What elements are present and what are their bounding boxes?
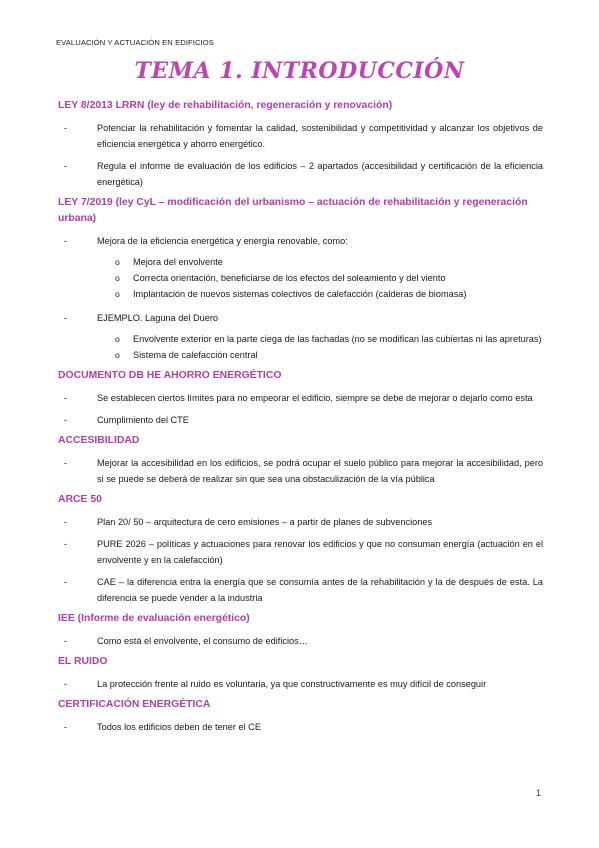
sub-list-item: o Correcta orientación, beneficiarse de los efectos del soleamiento y del viento [58,270,543,286]
list-item: - CAE – la diferencia entra la energía que se consumía antes de la rehabilitación y la de después de esta. La diferencia se puede vender a la industria [58,574,543,606]
sub-list-item: o Implantación de nuevos sistemas colectivos de calefacción (calderas de biomasa) [58,286,543,302]
list-item: - Potenciar la rehabilitación y fomentar la calidad, sostenibilidad y competitividad y alcanzar los objetivos de eficiencia energética y ahorro energético. [58,120,543,152]
dash-bullet: - [64,236,68,246]
circle-bullet: o [115,289,120,299]
section-heading-ley-8-2013: LEY 8/2013 LRRN (ley de rehabilitación, regeneración y renovación) [58,100,393,111]
dash-bullet: - [64,458,68,468]
list-item: - Plan 20/ 50 – arquitectura de cero emisiones – a partir de planes de subvenciones [58,514,543,530]
dash-bullet: - [64,679,68,689]
section-heading-el-ruido: EL RUIDO [58,656,108,667]
running-header: EVALUACIÓN Y ACTUACIÓN EN EDIFICIOS [56,38,214,47]
circle-bullet: o [115,273,120,283]
list-item: - Se establecen ciertos límites para no empeorar el edificio, siempre se debe de mejorar o dejarlo como esta [58,390,543,406]
dash-bullet: - [64,636,68,646]
dash-bullet: - [64,415,68,425]
list-item: - EJEMPLO. Laguna del Duero [58,310,543,326]
dash-bullet: - [64,313,68,323]
list-item: - Regula el informe de evaluación de los edificios – 2 apartados (accesibilidad y certificación de la eficiencia energética) [58,158,543,190]
list-item: - Como está el envolvente, el consumo de edificios… [58,633,543,649]
sub-list-item: o Sistema de calefacción central [58,347,543,363]
dash-bullet: - [64,123,68,133]
dash-bullet: - [64,393,68,403]
list-item: - PURE 2026 – políticas y actuaciones para renovar los edificios y que no consuman energía (actuación en el envolvente y en la calefacción) [58,536,543,568]
page-number: 1 [535,788,541,798]
list-item: - Mejorar la accesibilidad en los edificios, se podrá ocupar el suelo público para mejorar la accesibilidad, pero si se puede se deberá de realizar sin que sea una obstaculización de la vía pública [58,455,543,487]
section-heading-ley-7-2019: LEY 7/2019 (ley CyL – modificación del urbanismo – actuación de rehabilitación y regeneración urbana) [58,197,528,224]
sub-list-item: o Envolvente exterior en la parte ciega de las fachadas (no se modifican las cubiertas ni las apreturas) [58,331,543,347]
section-heading-accesibilidad: ACCESIBILIDAD [58,435,140,446]
circle-bullet: o [115,350,120,360]
dash-bullet: - [64,539,68,549]
section-heading-iee: IEE (Informe de evaluación energético) [58,613,250,624]
dash-bullet: - [64,722,68,732]
page-title: TEMA 1. INTRODUCCIÓN [134,58,465,84]
circle-bullet: o [115,257,120,267]
section-heading-arce-50: ARCE 50 [58,494,102,505]
document-body [58,98,543,735]
dash-bullet: - [64,161,68,171]
list-item: - Cumplimiento del CTE [58,412,543,428]
list-item: - La protección frente al ruido es voluntaria, ya que constructivamente es muy difícil de conseguir [58,676,543,692]
section-heading-certificacion: CERTIFICACIÓN ENERGÉTICA [58,699,211,710]
section-heading-db-he: DOCUMENTO DB HE AHORRO ENERGÉTICO [58,370,282,381]
circle-bullet: o [115,334,120,344]
list-item: - Todos los edificios deben de tener el CE [58,719,543,735]
list-item: - Mejora de la eficiencia energética y energía renovable, como: [58,233,543,249]
dash-bullet: - [64,517,68,527]
sub-list-item: o Mejora del envolvente [58,254,543,270]
dash-bullet: - [64,577,68,587]
